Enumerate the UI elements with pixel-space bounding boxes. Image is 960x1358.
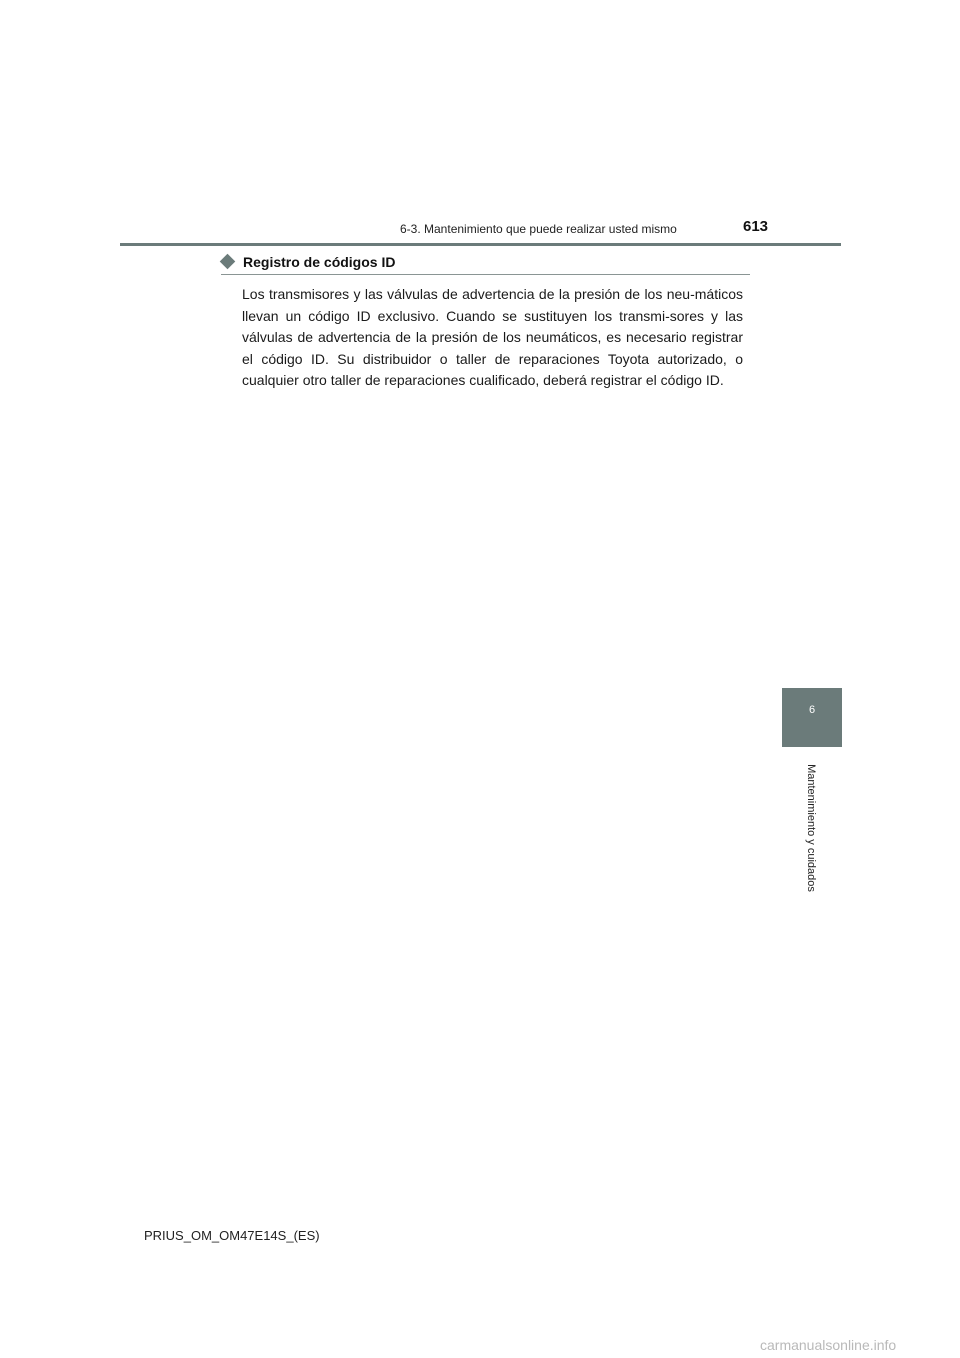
header-section-title: 6-3. Mantenimiento que puede realizar usted mismo: [400, 222, 677, 236]
diamond-bullet-icon: [220, 254, 236, 270]
section-heading-text: Registro de códigos ID: [243, 254, 396, 270]
document-id: PRIUS_OM_OM47E14S_(ES): [144, 1228, 320, 1243]
chapter-tab: [782, 688, 842, 747]
section-heading: [221, 254, 750, 275]
chapter-title: Mantenimiento y cuidados: [805, 764, 817, 892]
watermark-text: carmanualsonline.info: [760, 1337, 897, 1353]
body-paragraph: Los transmisores y las válvulas de advertencia de la presión de los neu-máticos llevan un código ID exclusivo. Cuando se sustituyen los transmi-sores y las válvulas de advertencia de la presión de los neumáticos, es necesario registrar el código ID. Su distribuidor o taller de reparaciones Toyota autorizado, o cualquier otro taller de reparaciones cualificado, deberá registrar el código ID.: [242, 286, 743, 388]
chapter-number: 6: [808, 704, 816, 716]
page-number: 613: [743, 218, 769, 235]
header-divider: [120, 243, 841, 246]
